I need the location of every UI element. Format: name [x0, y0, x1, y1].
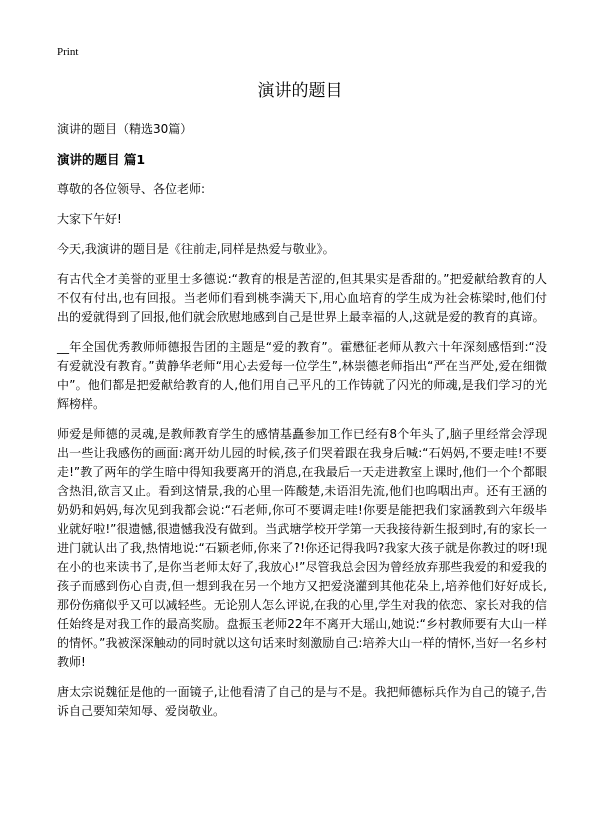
section-heading: 演讲的题目 篇1: [57, 152, 146, 167]
document-body: [57, 120, 547, 732]
paragraph-salutation: 尊敬的各位领导、各位老师:: [57, 182, 206, 196]
document-title: 演讲的题目: [257, 81, 343, 101]
document-subtitle: 演讲的题目（精选30篇）: [57, 122, 193, 136]
paragraph-teacher-love: 师爱是师德的灵魂,是教师教育学生的感情基矗参加工作已经有8个年头了,脑子里经常会浮现出一些让我感伤的画面:离开幼儿园的时候,孩子们哭着跟在我身后喊:“石妈妈,不要走哇!不要走!”教了两年的学生暗中得知我要离开的消息,在我最后一天走进教室上课时,他们一个个都眼含热泪,欲言又止。看到这情景,我的心里一阵酸楚,未语泪先流,他们也呜咽出声。还有王涵的奶奶和妈妈,每次见到我都会说:“石老师,你可不要调走哇!你要是能把我们家涵教到六年级毕业就好啦!”很遗憾,很遗憾我没有做到。当武塘学校开学第一天我接待新生报到时,有的家长一进门就认出了我,热情地说:“石颖老师,你来了?!你还记得我吗?我家大孩子就是你教过的呀!现在小的也来读书了,是你当老师太好了,我放心!”尽管我总会因为曾经放弃那些我爱的和爱我的孩子而感到伤心自责,但一想到我在另一个地方又把爱浇灌到其他花朵上,培养他们好好成长,那份伤痛似乎又可以减轻些。无论别人怎么评说,在我的心里,学生对我的依恋、家长对我的信任始终是对我工作的最高奖励。盘振玉老师22年不离开大瑶山,她说:“乡村教师要有大山一样的情怀。”我被深深触动的同时就以这句话来时刻激励自己:培养大山一样的情怀,当好一名乡村教师!: [57, 427, 547, 669]
paragraph-aristotle: 有古代全才美誉的亚里士多德说:“教育的根是苦涩的,但其果实是香甜的。”把爱献给教育的人不仅有付出,也有回报。当老师们看到桃李满天下,用心血培育的学生成为社会栋梁时,他们付出的爱就得到了回报,他们就会欣慰地感到自己是世界上最幸福的人,这就是爱的教育的真谛。: [57, 272, 547, 324]
paragraph-report-group: __年全国优秀教师师德报告团的主题是“爱的教育”。霍懋征老师从教六十年深刻感悟到:“没有爱就没有教育。”黄静华老师“用心去爱每一位学生”,林崇德老师指出“严在当严处,爱在细微中”。他们都是把爱献给教育的人,他们用自己平凡的工作铸就了闪光的师魂,是我们学习的光辉榜样。: [57, 340, 547, 411]
paragraph-greeting: 大家下午好!: [57, 212, 122, 226]
print-label: Print: [57, 46, 79, 58]
paragraph-topic: 今天,我演讲的题目是《往前走,同样是热爱与敬业》。: [57, 242, 335, 256]
paragraph-mirror: 唐太宗说魏征是他的一面镜子,让他看清了自己的是与不是。我把师德标兵作为自己的镜子,告诉自己要知荣知辱、爱岗敬业。: [57, 685, 547, 718]
